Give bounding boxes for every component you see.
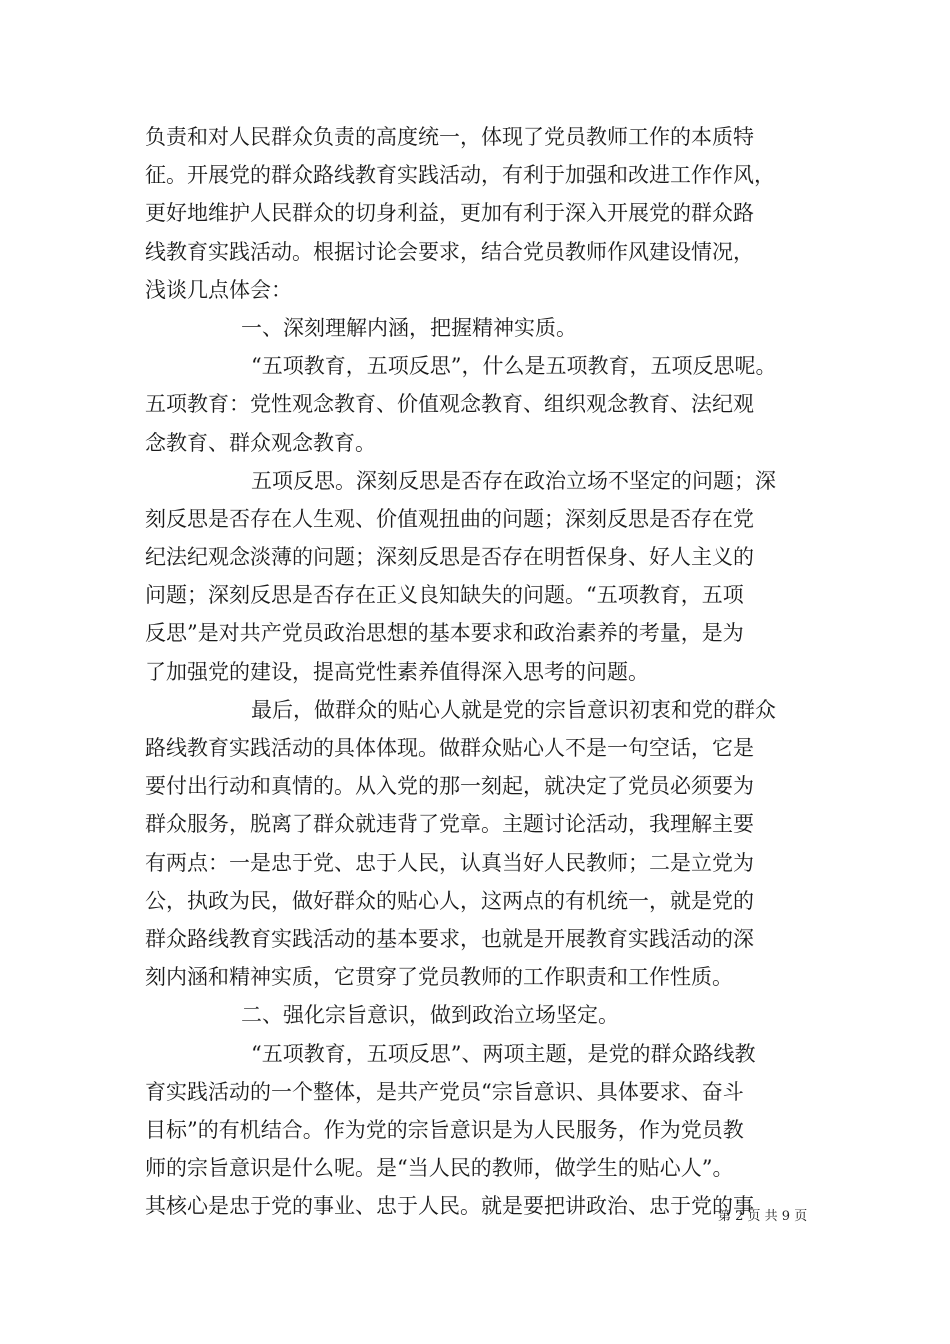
text-line: 路线教育实践活动的具体体现。做群众贴心人不是一句空话，它是 bbox=[145, 736, 754, 760]
text-line: 五项教育：党性观念教育、价值观念教育、组织观念教育、法纪观 bbox=[145, 392, 754, 417]
text-line: 群众路线教育实践活动的基本要求，也就是开展教育实践活动的深 bbox=[145, 926, 754, 951]
text-line: 目标”的有机结合。作为党的宗旨意识是为人民服务，作为党员教 bbox=[145, 1117, 744, 1142]
text-line: 了加强党的建设，提高党性素养值得深入思考的问题。 bbox=[145, 659, 649, 684]
text-line: 其核心是忠于党的事业、忠于人民。就是要把讲政治、忠于党的事 bbox=[145, 1194, 754, 1219]
text-line: 要付出行动和真情的。从入党的那一刻起，就决定了党员必须要为 bbox=[145, 774, 754, 799]
text-line: 刻内涵和精神实质，它贯穿了党员教师的工作职责和工作性质。 bbox=[145, 965, 733, 990]
text-line: 问题；深刻反思是否存在正义良知缺失的问题。“五项教育，五项 bbox=[145, 583, 744, 608]
text-line: 育实践活动的一个整体，是共产党员“宗旨意识、具体要求、奋斗 bbox=[145, 1079, 744, 1104]
text-line: 有两点：一是忠于党、忠于人民，认真当好人民教师；二是立党为 bbox=[145, 850, 754, 875]
page-number-footer: 第 2 页 共 9 页 bbox=[718, 1209, 808, 1224]
text-line: 线教育实践活动。根据讨论会要求，结合党员教师作风建设情况， bbox=[145, 239, 754, 264]
text-line: 师的宗旨意识是什么呢。是“当人民的教师，做学生的贴心人”。 bbox=[145, 1156, 734, 1181]
body-text bbox=[145, 118, 810, 1225]
text-line: 负责和对人民群众负责的高度统一，体现了党员教师工作的本质特 bbox=[145, 125, 754, 149]
text-line: 念教育、群众观念教育。 bbox=[145, 430, 376, 455]
text-line: “五项教育，五项反思”，什么是五项教育，五项反思呢。 bbox=[251, 354, 777, 379]
section-heading-2: 二、强化宗旨意识，做到政治立场坚定。 bbox=[241, 1003, 619, 1028]
text-line: 浅谈几点体会： bbox=[145, 277, 292, 302]
text-line: 刻反思是否存在人生观、价值观扭曲的问题；深刻反思是否存在党 bbox=[145, 506, 754, 531]
text-line: 最后，做群众的贴心人就是党的宗旨意识初衷和党的群众 bbox=[251, 697, 776, 722]
text-line: 反思”是对共产党员政治思想的基本要求和政治素养的考量，是为 bbox=[145, 621, 744, 646]
text-line: 纪法纪观念淡薄的问题；深刻反思是否存在明哲保身、好人主义的 bbox=[145, 545, 754, 570]
section-heading-1: 一、深刻理解内涵，把握精神实质。 bbox=[241, 315, 577, 340]
text-line: 更好地维护人民群众的切身利益，更加有利于深入开展党的群众路 bbox=[145, 201, 754, 226]
text-line: “五项教育，五项反思”、两项主题，是党的群众路线教 bbox=[251, 1041, 756, 1066]
text-line: 公，执政为民，做好群众的贴心人，这两点的有机统一，就是党的 bbox=[145, 888, 754, 913]
text-line: 征。开展党的群众路线教育实践活动，有利于加强和改进工作作风， bbox=[145, 163, 775, 188]
text-line: 五项反思。深刻反思是否存在政治立场不坚定的问题；深 bbox=[251, 468, 776, 493]
text-line: 群众服务，脱离了群众就违背了党章。主题讨论活动，我理解主要 bbox=[145, 812, 754, 837]
